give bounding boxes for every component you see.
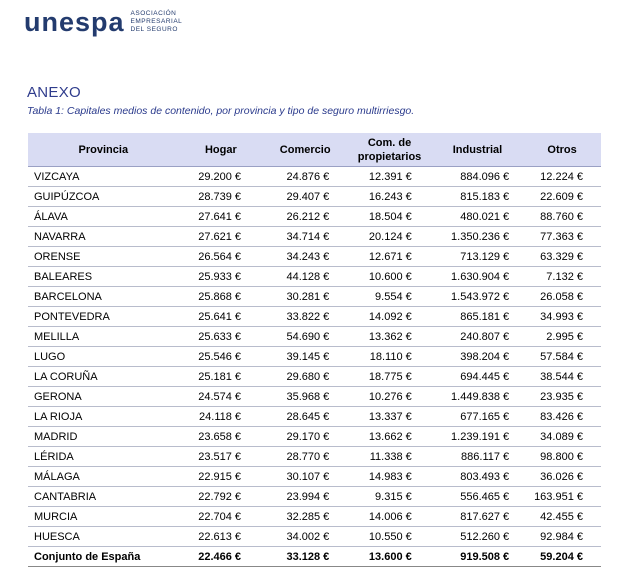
section-title: ANEXO (27, 84, 82, 101)
cell-propietarios: 20.124 € (347, 227, 431, 247)
cell-comercio: 44.128 € (263, 267, 347, 287)
cell-propietarios: 10.600 € (347, 267, 431, 287)
cell-comercio: 54.690 € (263, 327, 347, 347)
cell-industrial: 694.445 € (432, 367, 523, 387)
cell-provincia: ORENSE (28, 247, 179, 267)
table-row (28, 267, 601, 287)
cell-propietarios: 10.550 € (347, 527, 431, 547)
table-row (28, 467, 601, 487)
cell-otros: 77.363 € (523, 227, 601, 247)
cell-propietarios: 13.362 € (347, 327, 431, 347)
cell-provincia: LA CORUÑA (28, 367, 179, 387)
cell-otros: 92.984 € (523, 527, 601, 547)
table-row (28, 347, 601, 367)
cell-industrial: 398.204 € (432, 347, 523, 367)
table-body (28, 167, 601, 567)
cell-provincia: GUIPÚZCOA (28, 187, 179, 207)
cell-hogar: 22.466 € (179, 547, 263, 567)
cell-comercio: 33.822 € (263, 307, 347, 327)
cell-hogar: 22.704 € (179, 507, 263, 527)
cell-hogar: 24.118 € (179, 407, 263, 427)
cell-otros: 23.935 € (523, 387, 601, 407)
column-header-propietarios: Com. de propietarios (347, 133, 431, 167)
table-row (28, 427, 601, 447)
cell-industrial: 1.543.972 € (432, 287, 523, 307)
cell-propietarios: 12.671 € (347, 247, 431, 267)
cell-industrial: 817.627 € (432, 507, 523, 527)
cell-industrial: 884.096 € (432, 167, 523, 187)
table-row (28, 487, 601, 507)
cell-otros: 163.951 € (523, 487, 601, 507)
cell-provincia: HUESCA (28, 527, 179, 547)
table-row (28, 187, 601, 207)
cell-hogar: 24.574 € (179, 387, 263, 407)
table-row (28, 327, 601, 347)
cell-propietarios: 10.276 € (347, 387, 431, 407)
cell-industrial: 556.465 € (432, 487, 523, 507)
cell-otros: 98.800 € (523, 447, 601, 467)
cell-otros: 42.455 € (523, 507, 601, 527)
cell-propietarios: 18.775 € (347, 367, 431, 387)
logo-wordmark: unespa (24, 7, 125, 37)
cell-industrial: 713.129 € (432, 247, 523, 267)
cell-industrial: 865.181 € (432, 307, 523, 327)
cell-comercio: 28.645 € (263, 407, 347, 427)
cell-comercio: 34.002 € (263, 527, 347, 547)
cell-provincia: MADRID (28, 427, 179, 447)
cell-provincia: BARCELONA (28, 287, 179, 307)
cell-provincia: LUGO (28, 347, 179, 367)
cell-otros: 59.204 € (523, 547, 601, 567)
cell-industrial: 919.508 € (432, 547, 523, 567)
cell-propietarios: 13.662 € (347, 427, 431, 447)
logo-tagline-line: DEL SEGURO (130, 26, 178, 33)
cell-comercio: 29.170 € (263, 427, 347, 447)
table-row (28, 287, 601, 307)
cell-comercio: 26.212 € (263, 207, 347, 227)
cell-comercio: 24.876 € (263, 167, 347, 187)
cell-industrial: 803.493 € (432, 467, 523, 487)
cell-provincia: GERONA (28, 387, 179, 407)
cell-industrial: 480.021 € (432, 207, 523, 227)
cell-comercio: 34.243 € (263, 247, 347, 267)
table-row (28, 507, 601, 527)
cell-propietarios: 14.006 € (347, 507, 431, 527)
table-row (28, 447, 601, 467)
column-header-otros: Otros (523, 133, 601, 167)
cell-provincia: LÉRIDA (28, 447, 179, 467)
cell-hogar: 25.933 € (179, 267, 263, 287)
column-header-provincia: Provincia (28, 133, 179, 167)
cell-hogar: 25.181 € (179, 367, 263, 387)
cell-propietarios: 9.554 € (347, 287, 431, 307)
cell-hogar: 23.658 € (179, 427, 263, 447)
cell-hogar: 22.792 € (179, 487, 263, 507)
cell-provincia: ÁLAVA (28, 207, 179, 227)
cell-industrial: 1.239.191 € (432, 427, 523, 447)
cell-comercio: 39.145 € (263, 347, 347, 367)
table-header (28, 133, 601, 167)
cell-hogar: 26.564 € (179, 247, 263, 267)
cell-propietarios: 14.092 € (347, 307, 431, 327)
cell-hogar: 29.200 € (179, 167, 263, 187)
logo-tagline-line: ASOCIACIÓN (130, 10, 177, 17)
cell-hogar: 28.739 € (179, 187, 263, 207)
table-row (28, 407, 601, 427)
cell-hogar: 22.915 € (179, 467, 263, 487)
cell-industrial: 1.630.904 € (432, 267, 523, 287)
cell-otros: 57.584 € (523, 347, 601, 367)
cell-provincia: MURCIA (28, 507, 179, 527)
logo-tagline-line: EMPRESARIAL (130, 18, 183, 25)
cell-comercio: 34.714 € (263, 227, 347, 247)
cell-hogar: 27.641 € (179, 207, 263, 227)
cell-industrial: 886.117 € (432, 447, 523, 467)
cell-provincia: Conjunto de España (28, 547, 179, 567)
cell-provincia: MELILLA (28, 327, 179, 347)
cell-otros: 63.329 € (523, 247, 601, 267)
table-row (28, 227, 601, 247)
cell-propietarios: 12.391 € (347, 167, 431, 187)
table-row (28, 527, 601, 547)
table-row (28, 247, 601, 267)
cell-otros: 83.426 € (523, 407, 601, 427)
cell-comercio: 23.994 € (263, 487, 347, 507)
cell-otros: 38.544 € (523, 367, 601, 387)
cell-hogar: 22.613 € (179, 527, 263, 547)
cell-propietarios: 11.338 € (347, 447, 431, 467)
cell-provincia: PONTEVEDRA (28, 307, 179, 327)
cell-industrial: 1.350.236 € (432, 227, 523, 247)
cell-provincia: BALEARES (28, 267, 179, 287)
header-row (28, 133, 601, 167)
cell-comercio: 28.770 € (263, 447, 347, 467)
cell-industrial: 512.260 € (432, 527, 523, 547)
table-row (28, 387, 601, 407)
cell-provincia: LA RIOJA (28, 407, 179, 427)
unespa-logo (24, 6, 182, 38)
cell-industrial: 815.183 € (432, 187, 523, 207)
cell-propietarios: 14.983 € (347, 467, 431, 487)
cell-propietarios: 13.337 € (347, 407, 431, 427)
cell-comercio: 30.107 € (263, 467, 347, 487)
cell-provincia: CANTABRIA (28, 487, 179, 507)
table-row (28, 167, 601, 187)
cell-propietarios: 9.315 € (347, 487, 431, 507)
table-row (28, 207, 601, 227)
capitals-table (28, 133, 601, 567)
cell-comercio: 32.285 € (263, 507, 347, 527)
cell-hogar: 27.621 € (179, 227, 263, 247)
cell-hogar: 23.517 € (179, 447, 263, 467)
cell-industrial: 677.165 € (432, 407, 523, 427)
cell-otros: 34.993 € (523, 307, 601, 327)
cell-comercio: 29.680 € (263, 367, 347, 387)
table-row (28, 367, 601, 387)
cell-industrial: 240.807 € (432, 327, 523, 347)
cell-otros: 2.995 € (523, 327, 601, 347)
cell-otros: 7.132 € (523, 267, 601, 287)
table-caption: Tabla 1: Capitales medios de contenido, por provincia y tipo de seguro multirriesgo. (27, 105, 415, 117)
cell-provincia: NAVARRA (28, 227, 179, 247)
cell-provincia: VIZCAYA (28, 167, 179, 187)
cell-otros: 34.089 € (523, 427, 601, 447)
cell-comercio: 33.128 € (263, 547, 347, 567)
cell-otros: 12.224 € (523, 167, 601, 187)
cell-otros: 36.026 € (523, 467, 601, 487)
cell-otros: 26.058 € (523, 287, 601, 307)
column-header-hogar: Hogar (179, 133, 263, 167)
cell-hogar: 25.868 € (179, 287, 263, 307)
cell-comercio: 29.407 € (263, 187, 347, 207)
column-header-comercio: Comercio (263, 133, 347, 167)
cell-provincia: MÁLAGA (28, 467, 179, 487)
cell-hogar: 25.641 € (179, 307, 263, 327)
cell-industrial: 1.449.838 € (432, 387, 523, 407)
cell-hogar: 25.633 € (179, 327, 263, 347)
cell-otros: 22.609 € (523, 187, 601, 207)
column-header-industrial: Industrial (432, 133, 523, 167)
cell-hogar: 25.546 € (179, 347, 263, 367)
cell-comercio: 35.968 € (263, 387, 347, 407)
cell-propietarios: 18.504 € (347, 207, 431, 227)
cell-propietarios: 18.110 € (347, 347, 431, 367)
cell-propietarios: 16.243 € (347, 187, 431, 207)
table-row (28, 307, 601, 327)
cell-propietarios: 13.600 € (347, 547, 431, 567)
cell-comercio: 30.281 € (263, 287, 347, 307)
cell-otros: 88.760 € (523, 207, 601, 227)
logo-tagline (131, 10, 183, 34)
